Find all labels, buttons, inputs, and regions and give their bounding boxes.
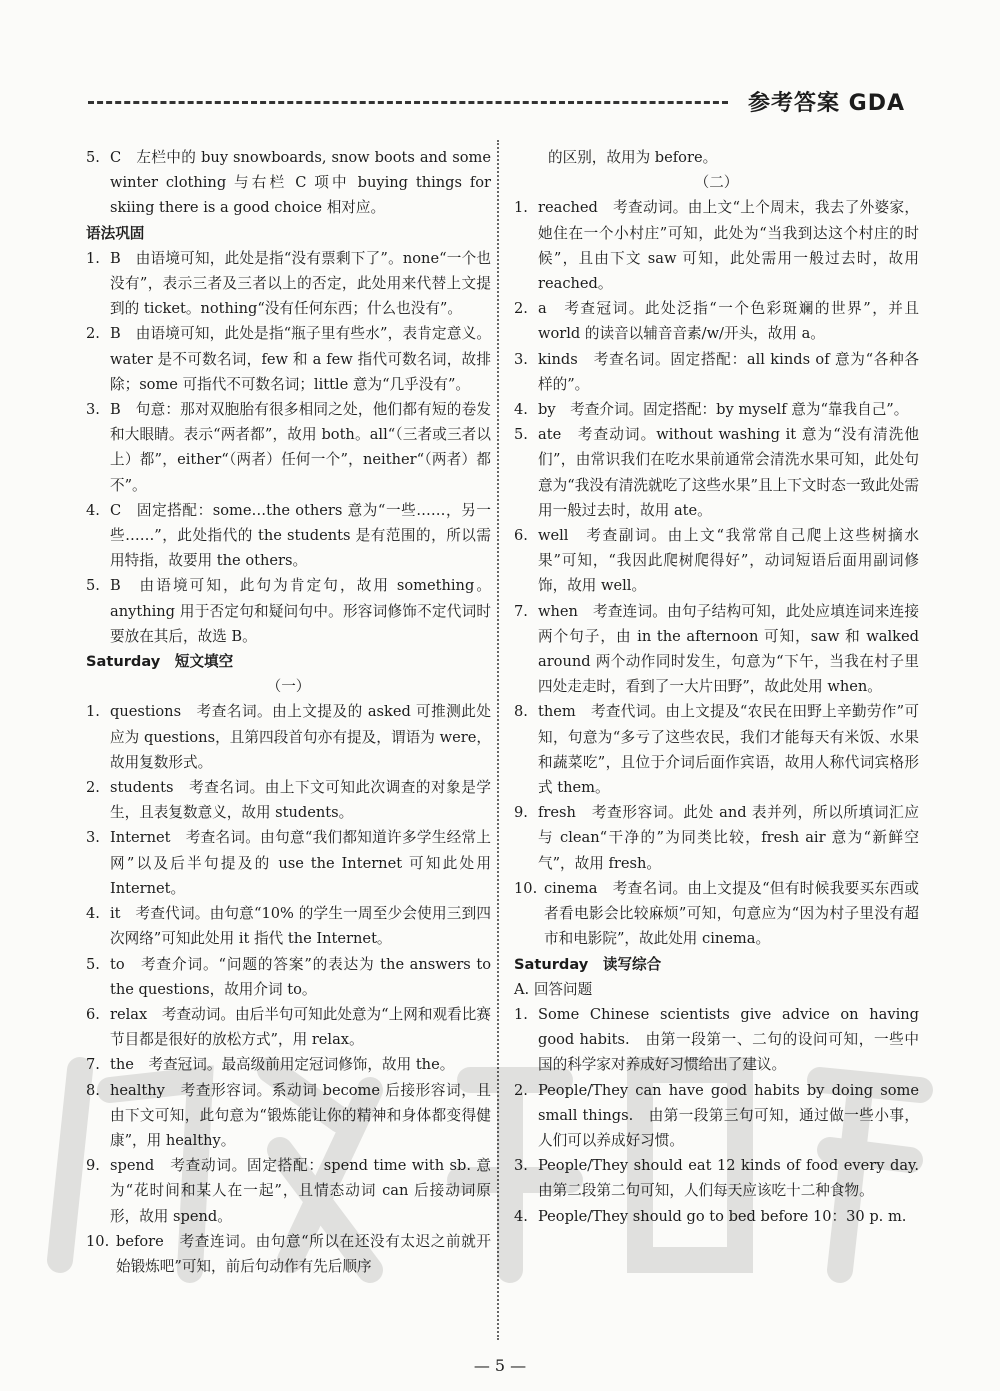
answer-item: [86, 952, 491, 1002]
answer-explanation: Internet 考查名词。由句意“我们都知道许多学生经常上网”以及后半句提及的 use the Internet 可知此处用 Internet。: [110, 829, 491, 897]
answer-item: [514, 195, 919, 296]
answer-explanation: People/They should eat 12 kinds of food every day. 由第二段第二句可知，人们每天应该吃十二种食物。: [538, 1157, 934, 1200]
answer-explanation: to 考查介词。“问题的答案”的表达为 the answers to the questions，故用介词 to。: [110, 955, 491, 998]
answer-number: 6.: [514, 527, 528, 545]
section-heading: Saturday 读写综合: [514, 955, 662, 973]
answer-explanation: it 考查代词。由句意“10% 的学生一周至少会使用三到四次网络”可知此处用 it 指代 the Internet。: [110, 905, 491, 948]
answer-number: 2.: [514, 300, 528, 318]
answer-explanation: fresh 考查形容词。此处 and 表并列，所以所填词汇应与 clean“干净的”为同类比较，fresh air 意为“新鲜空气”，故用 fresh。: [538, 804, 919, 872]
answer-item: [86, 775, 491, 825]
answer-number: 3.: [86, 401, 100, 419]
answer-item: [514, 800, 919, 876]
answer-number: 2.: [514, 1081, 528, 1099]
answer-item: [514, 397, 919, 422]
answer-item: [86, 901, 491, 951]
answer-explanation: when 考查连词。由句子结构可知，此处应填连词来连接两个句子，由 in the afternoon 可知，saw 和 walked around 两个动作同时发生，句意为“下午，当我在村子里四处走走时，看到了一大片田野”，故此处用 when。: [538, 602, 919, 696]
answer-number: 4.: [514, 1207, 528, 1225]
answer-number: 5.: [514, 426, 528, 444]
answer-explanation: People/They should go to bed before 10：30 p. m.: [538, 1207, 907, 1225]
answer-item: [514, 422, 919, 523]
watermark-graphic: [40, 1030, 960, 1290]
answer-explanation: reached 考查动词。由上文“上个周末，我去了外婆家，她住在一个小村庄”可知，此处为“当我到达这个村庄的时候”，且由下文 saw 可知，此处需用一般过去时，故用 reached。: [538, 199, 919, 293]
answer-item: [86, 145, 491, 221]
answer-item: [514, 296, 919, 346]
answer-number: 10.: [86, 1232, 110, 1250]
answer-number: 1.: [514, 199, 528, 217]
answer-explanation: the 考查冠词。最高级前用定冠词修饰，故用 the。: [110, 1056, 455, 1074]
answer-item: [86, 699, 491, 775]
answer-number: 9.: [86, 1157, 100, 1175]
answer-explanation: B 由语境可知，此处是指“没有票剩下了”。none“一个也没有”，表示三者及三者以上的否定，此处用来代替上文提到的 ticket。nothing“没有任何东西；什么也没有”。: [110, 249, 491, 318]
header-dashed-rule: [88, 101, 728, 104]
answer-item: [86, 498, 491, 574]
answer-number: 4.: [86, 501, 100, 519]
answer-explanation: ate 考查动词。without washing it 意为“没有清洗他们”，由常识我们在吃水果前通常会清洗水果可知，此处句意为“我没有清洗就吃了这些水果”且上下文时态一致此处需用一般过去时，故用 ate。: [538, 426, 919, 519]
continued-text: 的区别，故用为 before。: [548, 149, 718, 166]
answer-explanation: healthy 考查形容词。系动词 become 后接形容词，且由下文可知，此句意为“锻炼能让你的精神和身体都变得健康”，用 healthy。: [110, 1081, 491, 1149]
answer-number: 10.: [514, 879, 538, 897]
answer-number: 3.: [86, 829, 100, 847]
answer-number: 8.: [86, 1081, 100, 1099]
answer-number: 5.: [86, 577, 100, 595]
answer-explanation: People/They can have good habits by doing some small things. 由第一段第三句可知，通过做一些小事，人们可以养成好习惯。: [538, 1081, 919, 1149]
answer-item: [514, 876, 919, 952]
answer-item: [514, 599, 919, 700]
answer-number: 1.: [514, 1005, 528, 1023]
answer-explanation: before 考查连词。由句意“所以在还没有太迟之前就开始锻炼吧”可知，前后句动作有先后顺序: [116, 1232, 491, 1275]
answer-number: 9.: [514, 804, 528, 822]
answer-number: 6.: [86, 1005, 100, 1023]
answer-number: 3.: [514, 1157, 528, 1175]
answer-explanation: well 考查副词。由上文“我常常自己爬上这些树摘水果”可知，“我因此爬树爬得好”，动词短语后面用副词修饰，故用 well。: [538, 527, 919, 595]
answer-number: 5.: [86, 955, 100, 973]
answer-number: 3.: [514, 350, 528, 368]
answer-explanation: cinema 考查名词。由上文提及“但有时候我要买东西或者看电影会比较麻烦”可知，句意应为“因为村子里没有超市和电影院”，故此处用 cinema。: [544, 879, 919, 948]
answer-explanation: B 句意：那对双胞胎有很多相同之处，他们都有短的卷发和大眼睛。表示“两者都”，故用 both。all“（三者或三者以上）都”，either“（两者）任何一个”，neither“（两者）都不”。: [110, 401, 491, 494]
answer-number: 1.: [86, 703, 100, 721]
subsection-marker: （二）: [694, 174, 739, 192]
answer-number: 8.: [514, 703, 528, 721]
answer-number: 7.: [514, 602, 528, 620]
answer-number: 4.: [514, 401, 528, 419]
answer-explanation: kinds 考查名词。固定搭配：all kinds of 意为“各种各样的”。: [538, 350, 919, 393]
answer-item: [86, 246, 491, 322]
page-header-title: 参考答案 GDA: [748, 91, 906, 116]
answer-number: 7.: [86, 1056, 100, 1074]
section-heading: Saturday 短文填空: [86, 653, 234, 671]
answer-item: [86, 321, 491, 397]
answer-explanation: C 固定搭配：some…the others 意为“一些……，另一些……”，此处指代的 the students 是有范围的，所以需用特指，故要用 the others。: [110, 501, 491, 570]
answer-number: 2.: [86, 325, 100, 343]
subsection-title: A. 回答问题: [514, 980, 593, 998]
answer-number: 2.: [86, 779, 100, 797]
answer-explanation: a 考查冠词。此处泛指“一个色彩斑斓的世界”，并且 world 的读音以辅音音素/w/开头，故用 a。: [538, 300, 919, 343]
answer-item: [514, 699, 919, 800]
answer-explanation: C 左栏中的 buy snowboards, snow boots and some winter clothing 与右栏 C 项中 buying things for skiing there is a good choice 相对应。: [110, 149, 491, 217]
answer-explanation: by 考查介词。固定搭配：by myself 意为“靠我自己”。: [538, 401, 909, 419]
answer-number: 1.: [86, 249, 100, 267]
page-number: — 5 —: [473, 1356, 527, 1375]
answer-explanation: B 由语境可知，此处是指“瓶子里有些水”，表肯定意义。water 是不可数名词，few 和 a few 指代可数名词，故排除；some 可指代不可数名词；little 意为“几乎没有”。: [110, 325, 491, 393]
answer-item: [514, 523, 919, 599]
answer-explanation: Some Chinese scientists give advice on having good habits. 由第一段第一、二句的设问可知，一些中国的科学家对养成好习惯给出了建议。: [538, 1005, 919, 1074]
answer-item: [514, 347, 919, 397]
answer-item: [86, 397, 491, 498]
subsection-marker: （一）: [266, 678, 311, 696]
answer-explanation: relax 考查动词。由后半句可知此处意为“上网和观看比赛节目都是很好的放松方式”，用 relax。: [110, 1005, 491, 1049]
answer-number: 4.: [86, 905, 100, 923]
answer-explanation: B 由语境可知，此句为肯定句，故用 something。anything 用于否定句和疑问句中。形容词修饰不定代词时要放在其后，故选 B。: [110, 577, 491, 645]
answer-number: 5.: [86, 149, 100, 166]
answer-item: [86, 825, 491, 901]
answer-explanation: spend 考查动词。固定搭配：spend time with sb. 意为“花时间和某人在一起”，且情态动词 can 后接动词原形，故用 spend。: [110, 1157, 491, 1225]
answer-explanation: students 考查名词。由上下文可知此次调查的对象是学生，且表复数意义，故用 students。: [110, 779, 491, 822]
section-heading: 语法巩固: [86, 224, 145, 242]
answer-explanation: them 考查代词。由上文提及“农民在田野上辛勤劳作”可知，句意为“多亏了这些农民，我们才能每天有米饭、水果和蔬菜吃”，且位于介词后面作宾语，故用人称代词宾格形式 them。: [538, 703, 919, 797]
answer-explanation: questions 考查名词。由上文提及的 asked 可推测此处应为 questions，且第四段首句亦有提及，谓语为 were，故用复数形式。: [110, 703, 491, 771]
answer-item: [86, 573, 491, 649]
